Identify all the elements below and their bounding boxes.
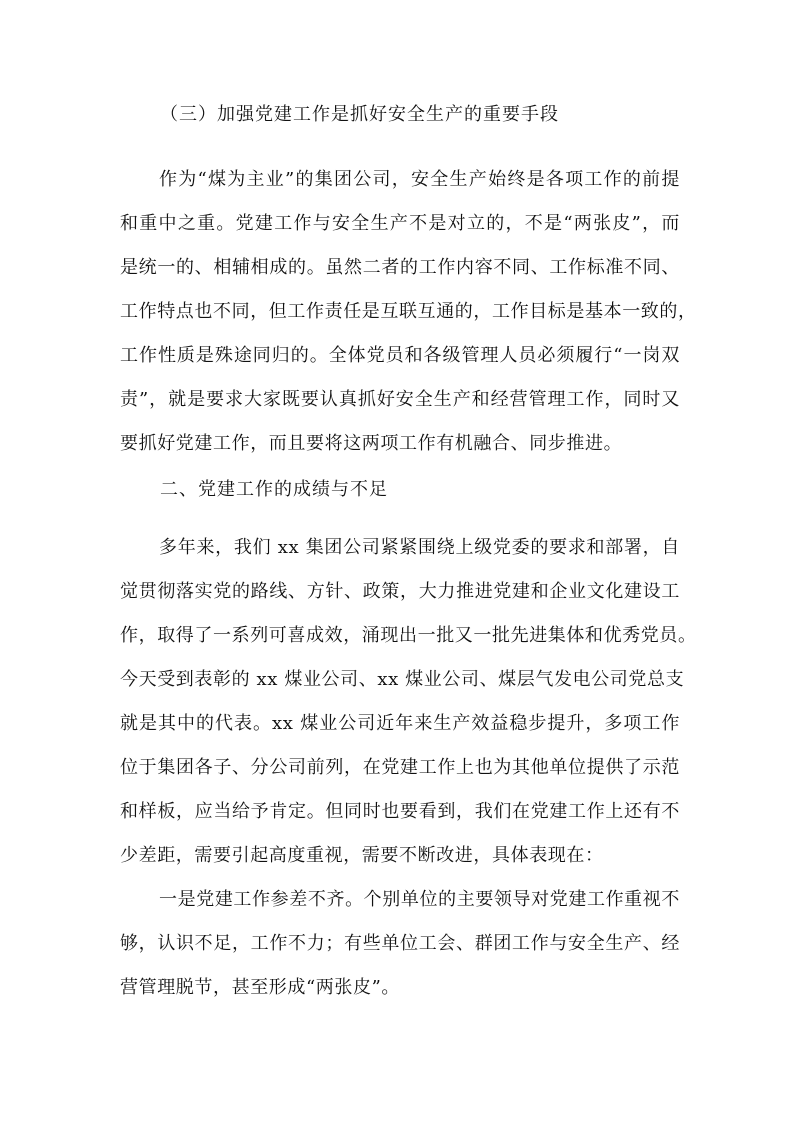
paragraph-line: 就是其中的代表。xx 煤业公司近年来生产效益稳步提升，多项工作	[120, 713, 680, 734]
paragraph-line: 要抓好党建工作，而且要将这两项工作有机融合、同步推进。	[120, 433, 623, 454]
paragraph-shortcomings	[120, 878, 680, 1010]
paragraph-line: 营管理脱节，甚至形成“两张皮”。	[120, 977, 401, 998]
paragraph-line: 一是党建工作参差不齐。个别单位的主要领导对党建工作重视不	[159, 889, 680, 910]
paragraph-line: 够，认识不足，工作不力；有些单位工会、群团工作与安全生产、经	[120, 933, 680, 954]
paragraph-line: 位于集团各子、分公司前列，在党建工作上也为其他单位提供了示范	[120, 757, 680, 778]
paragraph-line: 责”，就是要求大家既要认真抓好安全生产和经营管理工作，同时又	[120, 389, 680, 410]
paragraph-line: 作，取得了一系列可喜成效，涌现出一批又一批先进集体和优秀党员。	[120, 625, 697, 646]
paragraph-line: 觉贯彻落实党的路线、方针、政策，大力推进党建和企业文化建设工	[120, 581, 680, 602]
paragraph-line: 多年来，我们 xx 集团公司紧紧围绕上级党委的要求和部署，自	[159, 537, 680, 558]
paragraph-safety-production	[120, 158, 697, 466]
paragraph-line: 和样板，应当给予肯定。但同时也要看到，我们在党建工作上还有不	[120, 801, 680, 822]
paragraph-line: 是统一的、相辅相成的。虽然二者的工作内容不同、工作标准不同、	[120, 257, 680, 278]
paragraph-achievements	[120, 526, 697, 878]
paragraph-line: 作为“煤为主业”的集团公司，安全生产始终是各项工作的前提	[159, 169, 680, 190]
section-heading-3: （三）加强党建工作是抓好安全生产的重要手段	[160, 104, 559, 125]
paragraph-line: 少差距，需要引起高度重视，需要不断改进，具体表现在：	[120, 845, 604, 866]
section-heading-2: 二、党建工作的成绩与不足	[160, 479, 388, 500]
paragraph-line: 工作特点也不同，但工作责任是互联互通的，工作目标是基本一致的，	[120, 301, 697, 322]
paragraph-line: 今天受到表彰的 xx 煤业公司、xx 煤业公司、煤层气发电公司党总支	[120, 669, 685, 690]
paragraph-line: 工作性质是殊途同归的。全体党员和各级管理人员必须履行“一岗双	[120, 345, 680, 366]
paragraph-line: 和重中之重。党建工作与安全生产不是对立的，不是“两张皮”，而	[120, 213, 680, 234]
